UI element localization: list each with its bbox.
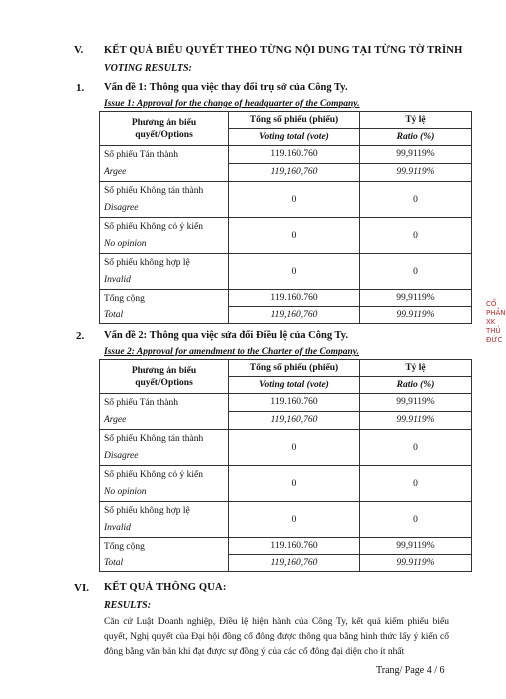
- table-row: Số phiếu Không tán thành Disagree 0 0: [100, 182, 472, 218]
- section-vi-body: Căn cứ Luật Doanh nghiệp, Điều lệ hiện hành của Công Ty, kết quả kiểm phiếu biểu quyết, Nghị quyết của Đại hội đồng cổ đông được thông qua bằng hình thức lấy ý kiến cổ đông bằng văn bản khi đạt được sự đồng ý của các cổ đông đại diện cho ít nhất: [104, 617, 449, 657]
- page-number: Trang/ Page 4 / 6: [376, 665, 445, 676]
- section-v-number: V.: [74, 44, 84, 56]
- table-row: Số phiếu Tán thành Argee 119.160.760 119,160,760 99,9119% 99.9119%: [100, 146, 472, 182]
- issue1-title-en: Issue 1: Approval for the change of headquarter of the Company.: [104, 99, 360, 109]
- issue2-table: [99, 359, 472, 572]
- header-ratio: Tỷ lệ Ratio (%): [360, 112, 472, 146]
- table-row: Số phiếu Tán thành Argee 119.160.760 119,160,760 99,9119% 99.9119%: [100, 394, 472, 430]
- section-vi-number: VI.: [74, 582, 89, 594]
- table-row: Số phiếu Không có ý kiến No opinion 0 0: [100, 466, 472, 502]
- header-ratio: Tỷ lệ Ratio (%): [360, 360, 472, 394]
- section-v-subtitle: VOTING RESULTS:: [104, 63, 192, 74]
- issue2-title-en: Issue 2: Approval for amendment to the Charter of the Company.: [104, 347, 360, 357]
- issue1-title: Vấn đề 1: Thông qua việc thay đổi trụ sở của Công Ty.: [104, 82, 348, 93]
- section-vi-subtitle: RESULTS:: [104, 600, 152, 611]
- table-row: Số phiếu Không tán thành Disagree 0 0: [100, 430, 472, 466]
- header-options: Phương án biểu quyết/Options: [100, 112, 229, 146]
- table-row: Tổng cộng Total 119.160.760 119,160,760 99,9119% 99.9119%: [100, 538, 472, 572]
- section-v-title: KẾT QUẢ BIỂU QUYẾT THEO TỪNG NỘI DUNG TẠI TỪNG TỜ TRÌNH: [104, 45, 463, 56]
- issue2-title: Vấn đề 2: Thông qua việc sửa đổi Điều lệ của Công Ty.: [104, 330, 349, 341]
- header-options: Phương án biểu quyết/Options: [100, 360, 229, 394]
- table-row: Số phiếu Không có ý kiến No opinion 0 0: [100, 218, 472, 254]
- table-row: Số phiếu không hợp lệ Invalid 0 0: [100, 254, 472, 290]
- issue2-number: 2.: [76, 330, 85, 342]
- header-total: Tổng số phiếu (phiếu) Voting total (vote): [229, 360, 360, 394]
- issue1-table: [99, 111, 472, 324]
- section-vi-title: KẾT QUẢ THÔNG QUA:: [104, 582, 227, 593]
- header-total: Tổng số phiếu (phiếu) Voting total (vote): [229, 112, 360, 146]
- issue1-number: 1.: [76, 82, 85, 94]
- stamp-fragment: CỔ PHẦN XK THỦ ĐỨC: [486, 300, 506, 344]
- table-row: Số phiếu không hợp lệ Invalid 0 0: [100, 502, 472, 538]
- table-row: Tổng cộng Total 119.160.760 119,160,760 99,9119% 99.9119%: [100, 290, 472, 324]
